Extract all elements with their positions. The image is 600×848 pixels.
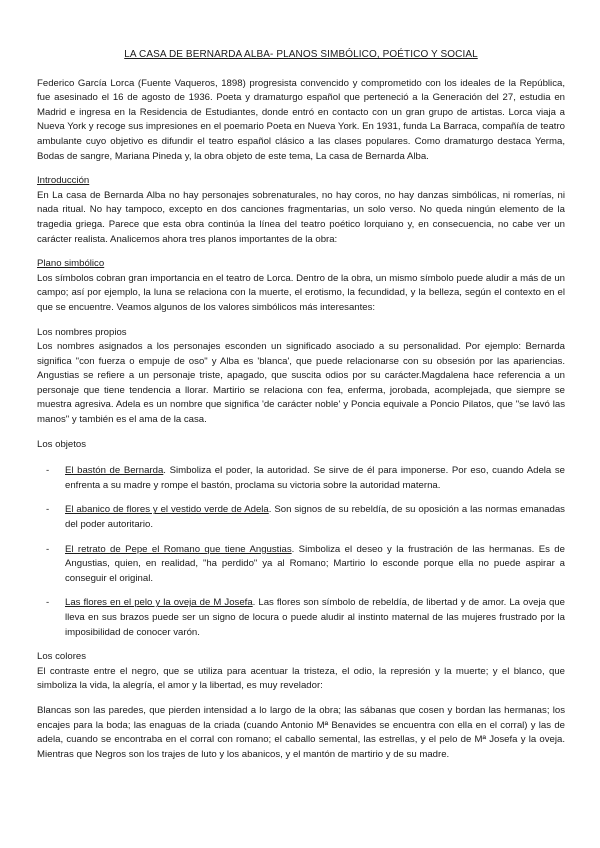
item-text: . Simboliza el poder, la autoridad. Se sirve de él para imponerse. Por eso, cuando Adela se enfrenta a su madre y rompe el bastón, proclama su victoria sobre la autoridad materna. <box>65 465 565 491</box>
item-title: Las flores en el pelo y la oveja de M Josefa <box>65 597 253 609</box>
heading-objetos: Los objetos <box>37 438 87 450</box>
heading-introduccion: Introducción <box>37 175 90 187</box>
item-title: El retrato de Pepe el Romano que tiene Angustias <box>65 543 292 555</box>
nombres-propios-text: Los nombres asignados a los personajes esconden un significado asociado a su personalidad. Por ejemplo: Bernarda significa "con fuerza o empuje de oso" y Alba es 'blanca', que puede relacionarse con su obsesión por las apariencias. Angustias se refiere a un personaje triste, apagado, que suscita odios por su carácter.Magdalena hace referencia a un personaje que tiene tendencia a llorar. Martirio se relaciona con fea, enferma, jorobada, acomplejada, que siempre se muestra agresiva. Adela es un nombre que significa 'de carácter noble' y Poncia equivale a Poncio Pilatos, que "se lavó las manos" y también es el ama de la casa. <box>37 341 565 426</box>
document-page <box>37 48 565 762</box>
plano-simbolico-text: Los símbolos cobran gran importancia en el teatro de Lorca. Dentro de la obra, un mismo símbolo puede aludir a más de un campo; así por ejemplo, la luna se relaciona con la muerte, el erotismo, la fecundidad, y la belleza, según el contexto en el que se encuentre. Veamos algunos de los valores simbólicos más interesantes: <box>37 272 565 313</box>
bullet-dash: - <box>46 465 50 477</box>
objetos-list <box>37 464 565 640</box>
item-text: . Simboliza el deseo y la frustración de las hermanas. Es de Angustias, quien, en realidad, "ha perdido" ya al Romano; Martirio lo esconde porque ella no puede aspirar a conseguir el original. <box>65 543 565 584</box>
item-title: El abanico de flores y el vestido verde de Adela <box>65 504 269 516</box>
bullet-dash: - <box>46 504 50 516</box>
list-item <box>37 596 565 640</box>
heading-colores: Los colores <box>37 651 87 663</box>
list-item <box>37 464 565 493</box>
list-item <box>37 503 565 532</box>
document-title: LA CASA DE BERNARDA ALBA- PLANOS SIMBÓLICO, POÉTICO Y SOCIAL <box>124 49 478 60</box>
heading-plano-simbolico: Plano simbólico <box>37 258 105 270</box>
colores-text-2: Blancas son las paredes, que pierden intensidad a lo largo de la obra; las sábanas que cosen y bordan las hermanas; los encajes para la boda; las enaguas de la criada (cuando Antonio Mª Benavides se encuentra con ella en el corral) y las de adela, cuando se encontraba en el corral con romano; el caballo semental, las estrellas, y el pelo de Mª Josefa y la oveja. Mientras que Negros son los trajes de luto y los abanicos, y el mantón de martirio y de su madre. <box>37 704 565 760</box>
list-item <box>37 543 565 587</box>
colores-text-1: El contraste entre el negro, que se utiliza para acentuar la tristeza, el odio, la represión y la muerte; y el blanco, que simboliza la vida, la alegría, el amor y la libertad, es muy revelador: <box>37 665 565 692</box>
item-text: . Son signos de su rebeldía, de su oposición a las normas emanadas del poder autoritario. <box>65 504 565 531</box>
item-text: . Las flores son símbolo de rebeldía, de libertad y de amor. La oveja que lleva en sus brazos puede ser un signo de locura o puede aludir al instinto maternal de las mujeres frustrado por la imposibilidad de conocer varón. <box>65 597 565 638</box>
bullet-dash: - <box>46 597 50 609</box>
heading-nombres-propios: Los nombres propios <box>37 326 127 338</box>
item-title: El bastón de Bernarda <box>65 465 164 477</box>
introduccion-text: En La casa de Bernarda Alba no hay personajes sobrenaturales, no hay coros, no hay danzas simbólicas, ni romerías, ni nada ritual. No hay tampoco, excepto en dos canciones fragmentarias, un solo verso. No queda ningún elemento de la tragedia griega. Parece que esta obra continúa la línea del teatro poético lorquiano y, en consecuencia, no cabe ver un carácter realista. Analicemos ahora tres planos importantes de la obra: <box>37 189 565 245</box>
intro-paragraph: Federico García Lorca (Fuente Vaqueros, 1898) progresista convencido y comprometido con los ideales de la República, fue asesinado el 16 de agosto de 1936. Poeta y dramaturgo español que perteneció a la Generación del 27, estudia en Madrid e ingresa en la Residencia de Estudiantes, donde entró en contacto con un gran grupo de artistas. Lorca viaja a Nueva York y recoge sus impresiones en el poemario Poeta en Nueva York. En 1931, funda La Barraca, compañía de teatro ambulante cuyo objetivo es difundir el teatro español clásico a las clases populares. Como dramaturgo destaca Yerma, Bodas de sangre, Mariana Pineda y, la obra objeto de este tema, La casa de Bernarda Alba. <box>37 77 565 162</box>
bullet-dash: - <box>46 543 50 555</box>
